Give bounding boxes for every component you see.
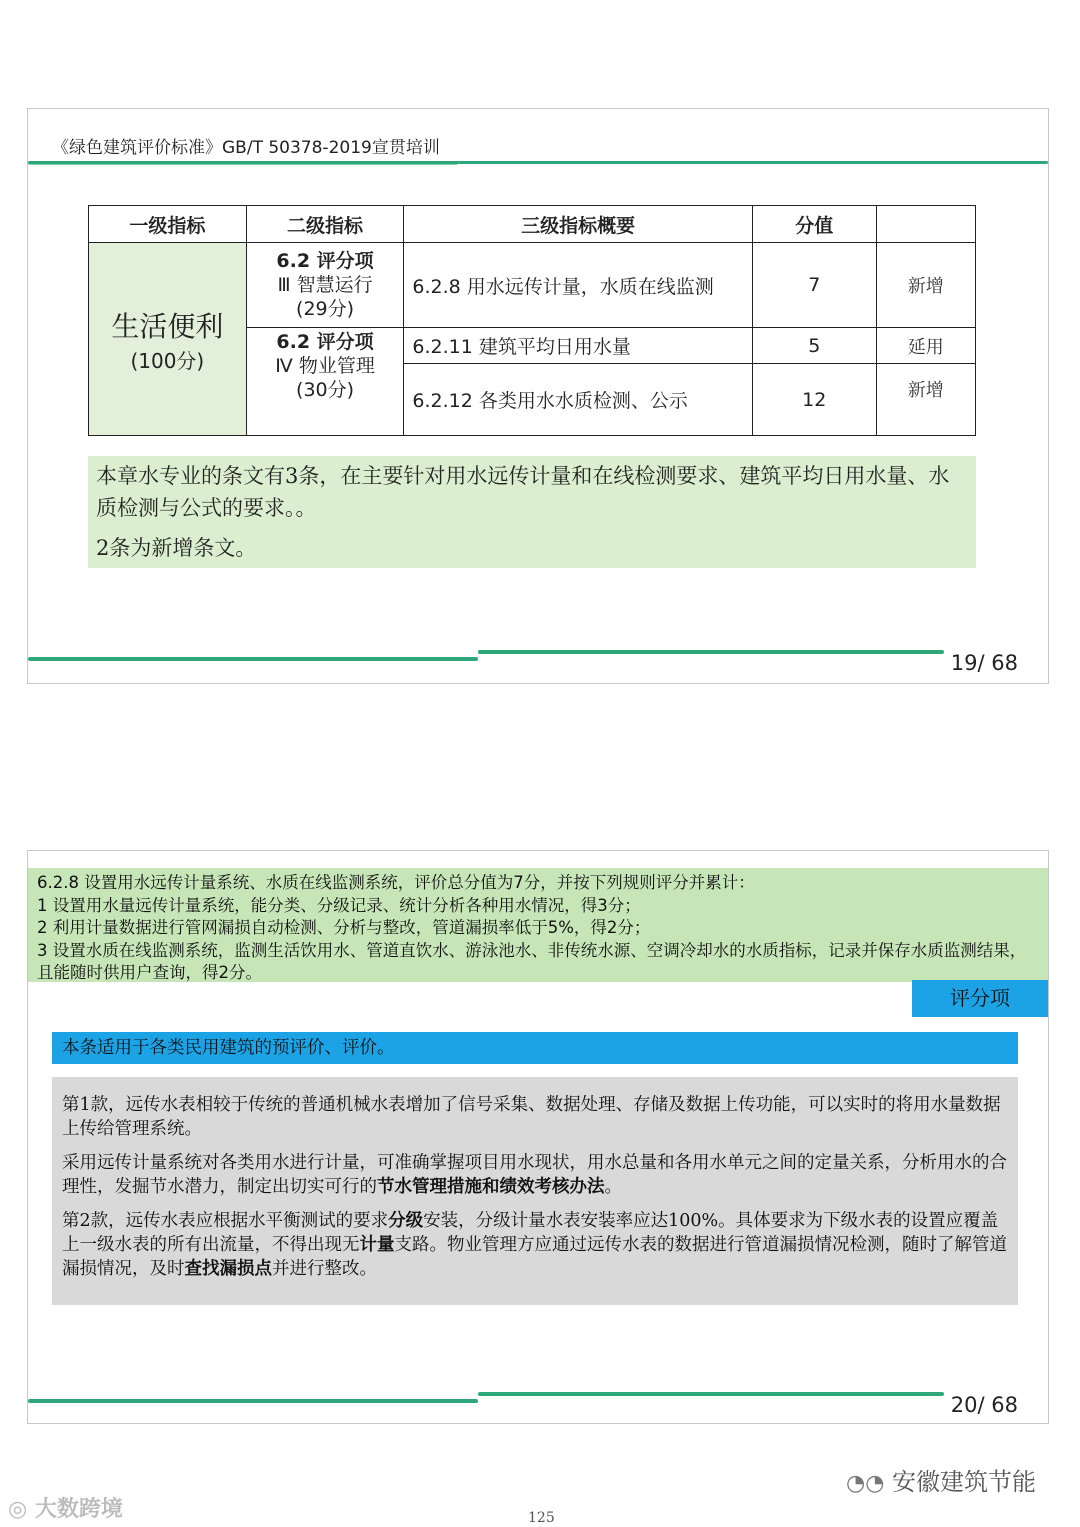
slide-20 <box>27 850 1049 1424</box>
col-header: 三级指标概要 <box>404 206 753 243</box>
summary-text: 本章水专业的条文有3条，在主要针对用水远传计量和在线检测要求、建筑平均日用水量、水质检测与公式的要求。。 <box>96 464 950 520</box>
rule-text-box <box>28 868 1048 982</box>
text-run: 。 <box>604 1177 622 1197</box>
indicator-table <box>88 205 976 436</box>
header-title: 《绿色建筑评价标准》GB/T 50378-2019宣贯培训 <box>52 138 440 158</box>
col-header: 一级指标 <box>89 206 247 243</box>
wechat-watermark <box>846 1462 1036 1497</box>
table-header-row <box>89 206 976 243</box>
explanation-paragraph <box>62 1209 1008 1281</box>
explanation-paragraph <box>62 1151 1008 1199</box>
level1-sub: (100分) <box>130 348 205 373</box>
page-number: 19/ 68 <box>950 651 1018 675</box>
logo-text: 大数跨境 <box>34 1497 123 1522</box>
col-header <box>876 206 975 243</box>
level2-name: Ⅳ 物业管理 <box>275 355 375 377</box>
logo-icon: ◎ <box>8 1497 28 1522</box>
score-cell: 12 <box>752 364 876 436</box>
col-header: 分值 <box>752 206 876 243</box>
status-cell: 新增 <box>876 364 975 436</box>
document-page-number: 125 <box>528 1510 555 1526</box>
emphasis-text: 分级 <box>388 1211 424 1231</box>
emphasis-text: 查找漏损点 <box>184 1259 272 1279</box>
rule-line: 6.2.8 设置用水远传计量系统、水质在线监测系统，评价总分值为7分，并按下列规则评分并累计： <box>37 873 755 892</box>
explanation-box <box>52 1077 1018 1305</box>
summary-note <box>88 456 976 568</box>
col-header: 二级指标 <box>246 206 404 243</box>
header-rule-accent <box>28 161 1048 164</box>
item-cell: 6.2.8 用水远传计量，水质在线监测 <box>404 243 753 328</box>
wechat-icon: ◔◔ <box>846 1471 885 1496</box>
text-run: 并进行整改。 <box>272 1259 377 1279</box>
page-number: 20/ 68 <box>950 1393 1018 1417</box>
text-run: 安装，分级计量水表安装率应达100%。具体要求为下级水表的设置应覆盖上一级水表的所有出流量，不得出现无 <box>62 1211 999 1255</box>
item-cell: 6.2.11 建筑平均日用水量 <box>404 328 753 364</box>
level1-cell <box>89 243 247 436</box>
text-run: 支路。物业管理方应通过远传水表的数据进行管道漏损情况检测，随时了解管道漏损情况，及时 <box>62 1235 1007 1279</box>
level2-code: 6.2 评分项 <box>276 331 374 353</box>
score-cell: 5 <box>752 328 876 364</box>
text-run: 采用远传计量系统对各类用水进行计量，可准确掌握项目用水现状，用水总量和各用水单元之间的定量关系，分析用水的合理性，发掘节水潜力，制定出切实可行的 <box>62 1153 1007 1197</box>
level2-score: (30分) <box>296 379 355 401</box>
table-row <box>89 243 976 328</box>
level1-main: 生活便利 <box>111 309 224 343</box>
status-cell: 新增 <box>876 243 975 328</box>
scope-box: 本条适用于各类民用建筑的预评价、评价。 <box>52 1032 1018 1064</box>
text-run: 第2款，远传水表应根据水平衡测试的要求 <box>62 1211 389 1231</box>
footer-rule-accent <box>478 650 944 654</box>
scoring-item-tag: 评分项 <box>912 980 1048 1017</box>
footer-rule <box>28 1399 478 1403</box>
slide-19 <box>27 108 1049 684</box>
level2-name: Ⅲ 智慧运行 <box>277 274 373 296</box>
watermark-text: 安徽建筑节能 <box>892 1468 1037 1496</box>
level2-code: 6.2 评分项 <box>276 250 374 272</box>
brand-logo <box>8 1492 123 1523</box>
score-cell: 7 <box>752 243 876 328</box>
emphasis-text: 节水管理措施和绩效考核办法 <box>377 1177 605 1197</box>
footer-rule <box>28 657 478 661</box>
level2-score: (29分) <box>296 298 355 320</box>
rule-line: 3 设置水质在线监测系统，监测生活饮用水、管道直饮水、游泳池水、非传统水源、空调冷却水的水质指标，记录并保存水质监测结果，且能随时供用户查询，得2分。 <box>37 940 1027 982</box>
item-cell: 6.2.12 各类用水水质检测、公示 <box>404 364 753 436</box>
level2-cell <box>246 243 404 328</box>
footer-rule-accent <box>478 1392 944 1396</box>
level2-cell <box>246 328 404 436</box>
rule-line: 2 利用计量数据进行管网漏损自动检测、分析与整改，管道漏损率低于5%，得2分； <box>37 918 651 937</box>
summary-text-2: 2条为新增条文。 <box>96 536 257 560</box>
rule-line: 1 设置用水量远传计量系统，能分类、分级记录、统计分析各种用水情况，得3分； <box>37 895 641 915</box>
status-cell: 延用 <box>876 328 975 364</box>
emphasis-text: 计量 <box>359 1235 395 1255</box>
explanation-paragraph: 第1款，远传水表相较于传统的普通机械水表增加了信号采集、数据处理、存储及数据上传功能，可以实时的将用水量数据上传给管理系统。 <box>62 1095 1001 1139</box>
